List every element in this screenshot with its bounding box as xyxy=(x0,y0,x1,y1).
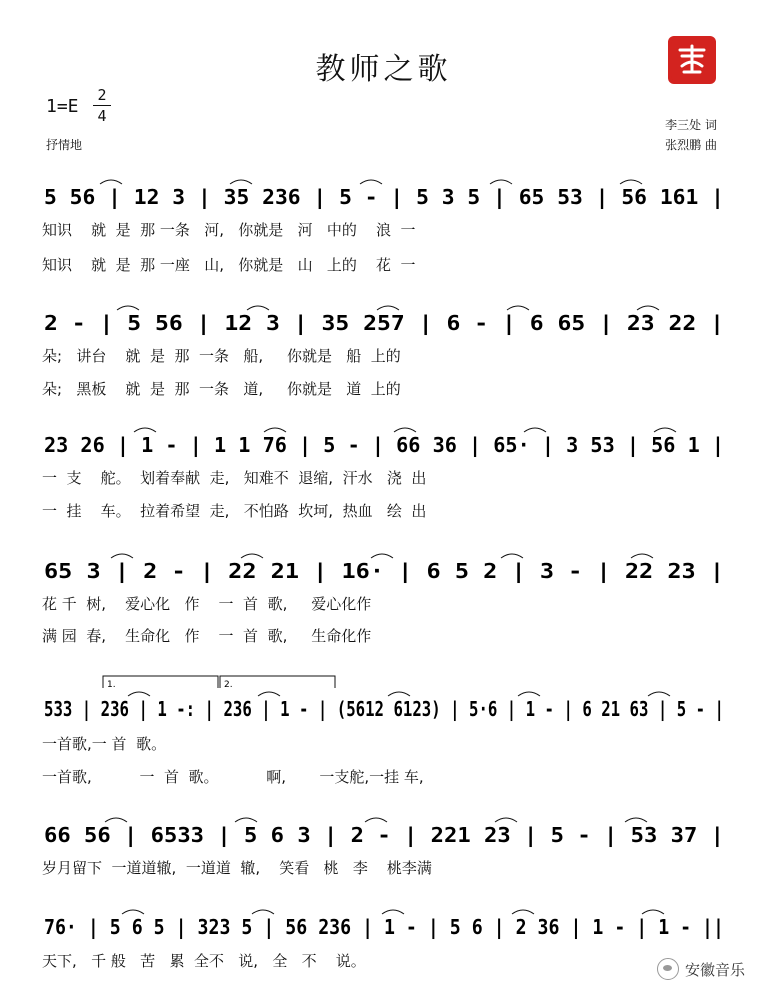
song-title: 教师之歌 xyxy=(315,52,452,87)
slur-mark xyxy=(247,306,269,310)
time-signature xyxy=(93,86,111,125)
slur-mark xyxy=(235,818,257,822)
notation-text: 76· | 5 6 5 | 323 5 | 56 236 | 1 - | 5 6 | 2 36 | 1 - | 1 - || xyxy=(44,915,724,939)
lyric-row-1-verse-1: 知识 就 是 那 一条 河, 你就是 河 中的 浪 一 xyxy=(42,221,416,239)
slur-mark xyxy=(654,428,676,432)
lyric-row-5-verse-2: 一首歌, 一 首 歌。 啊, 一支舵,一挂 车, xyxy=(42,768,424,786)
meter-top: 2 xyxy=(97,86,107,104)
notation-row-3 xyxy=(0,424,767,464)
meter-bottom: 4 xyxy=(97,107,107,125)
lyric-row-5-verse-1: 一首歌,一 首 歌。 xyxy=(42,735,167,753)
slur-mark xyxy=(388,692,410,696)
slur-mark xyxy=(258,692,280,696)
meter-divider xyxy=(93,105,111,106)
watermark-text: 安徽音乐 xyxy=(684,960,745,979)
slur-mark xyxy=(507,306,529,310)
slur-mark xyxy=(631,554,653,558)
lyric-row-1-verse-2: 知识 就 是 那 一座 山, 你就是 山 上的 花 一 xyxy=(42,256,416,274)
notation-row-2 xyxy=(0,302,767,342)
notation-text: 66 56 | 6533 | 5 6 3 | 2 - | 221 23 | 5 - | 53 37 | xyxy=(44,823,724,847)
notation-row-5 xyxy=(0,688,767,728)
slur-mark xyxy=(100,180,122,184)
slur-mark xyxy=(524,428,546,432)
slur-mark xyxy=(648,692,670,696)
notation-row-4 xyxy=(0,550,767,590)
lyric-row-2-verse-2: 朵; 黑板 就 是 那 一条 道, 你就是 道 上的 xyxy=(42,380,401,398)
slur-mark xyxy=(117,306,139,310)
svg-text:2.: 2. xyxy=(224,680,233,690)
slur-mark xyxy=(111,554,133,558)
slur-mark xyxy=(642,910,664,914)
svg-text:1.: 1. xyxy=(107,680,116,690)
slur-mark xyxy=(495,818,517,822)
watermark xyxy=(657,958,745,980)
notation-text: 2 - | 5 56 | 12 3 | 35 257 | 6 - | 6 65 | 23 22 | xyxy=(44,311,724,335)
lyric-row-7: 天下, 千 般 苦 累 全不 说, 全 不 说。 xyxy=(42,952,366,970)
slur-mark xyxy=(382,910,404,914)
lyricist-credit: 李三处 词 xyxy=(665,118,717,132)
lyric-row-4-verse-1: 花 千 树, 爱心化 作 一 首 歌, 爱心化作 xyxy=(42,595,372,613)
lyric-row-3-verse-2: 一 挂 车。 拉着希望 走, 不怕路 坎坷, 热血 绘 出 xyxy=(42,502,427,520)
slur-mark xyxy=(241,554,263,558)
lyric-row-3-verse-1: 一 支 舵。 划着奉献 走, 知难不 退缩, 汗水 浇 出 xyxy=(42,469,427,487)
slur-mark xyxy=(490,180,512,184)
slur-mark xyxy=(230,180,252,184)
slur-mark xyxy=(264,428,286,432)
notation-row-1 xyxy=(0,176,767,216)
notation-text: 23 26 | 1 - | 1 1 76 | 5 - | 66 36 | 65· | 3 53 | 56 1 | xyxy=(44,433,724,457)
lyric-row-4-verse-2: 满 园 春, 生命化 作 一 首 歌, 生命化作 xyxy=(42,627,372,645)
slur-mark xyxy=(501,554,523,558)
slur-mark xyxy=(637,306,659,310)
lyric-row-2-verse-1: 朵; 讲台 就 是 那 一条 船, 你就是 船 上的 xyxy=(42,347,401,365)
volta-brackets xyxy=(0,670,767,690)
lyric-row-6: 岁月留下 一道道辙, 一道道 辙, 笑看 桃 李 桃李满 xyxy=(42,859,432,877)
slur-mark xyxy=(625,818,647,822)
slur-mark xyxy=(377,306,399,310)
slur-mark xyxy=(128,692,150,696)
notation-text: 5 56 | 12 3 | 35 236 | 5 - | 5 3 5 | 65 53 | 56 161 | xyxy=(44,185,724,209)
notation-row-7 xyxy=(0,906,767,946)
notation-text: 65 3 | 2 - | 22 21 | 16· | 6 5 2 | 3 - | 22 23 | xyxy=(44,559,724,583)
slur-mark xyxy=(620,180,642,184)
slur-mark xyxy=(518,692,540,696)
slur-mark xyxy=(134,428,156,432)
tempo-marking: 抒情地 xyxy=(46,138,83,152)
slur-mark xyxy=(512,910,534,914)
slur-mark xyxy=(252,910,274,914)
seal-icon xyxy=(668,36,716,84)
notation-row-6 xyxy=(0,814,767,854)
seal-stamp-logo xyxy=(668,36,716,84)
wechat-icon xyxy=(657,958,679,980)
composer-credit: 张烈鹏 曲 xyxy=(665,138,717,152)
slur-mark xyxy=(394,428,416,432)
notation-text: 533 | 236 | 1 -: | 236 | 1 - | (5612 6123) | 5·6 | 1 - | 6 21 63 | 5 - | xyxy=(44,697,724,721)
slur-mark xyxy=(105,818,127,822)
slur-mark xyxy=(371,554,393,558)
slur-mark xyxy=(122,910,144,914)
slur-mark xyxy=(360,180,382,184)
key-signature: 1=E xyxy=(46,96,79,117)
slur-mark xyxy=(365,818,387,822)
